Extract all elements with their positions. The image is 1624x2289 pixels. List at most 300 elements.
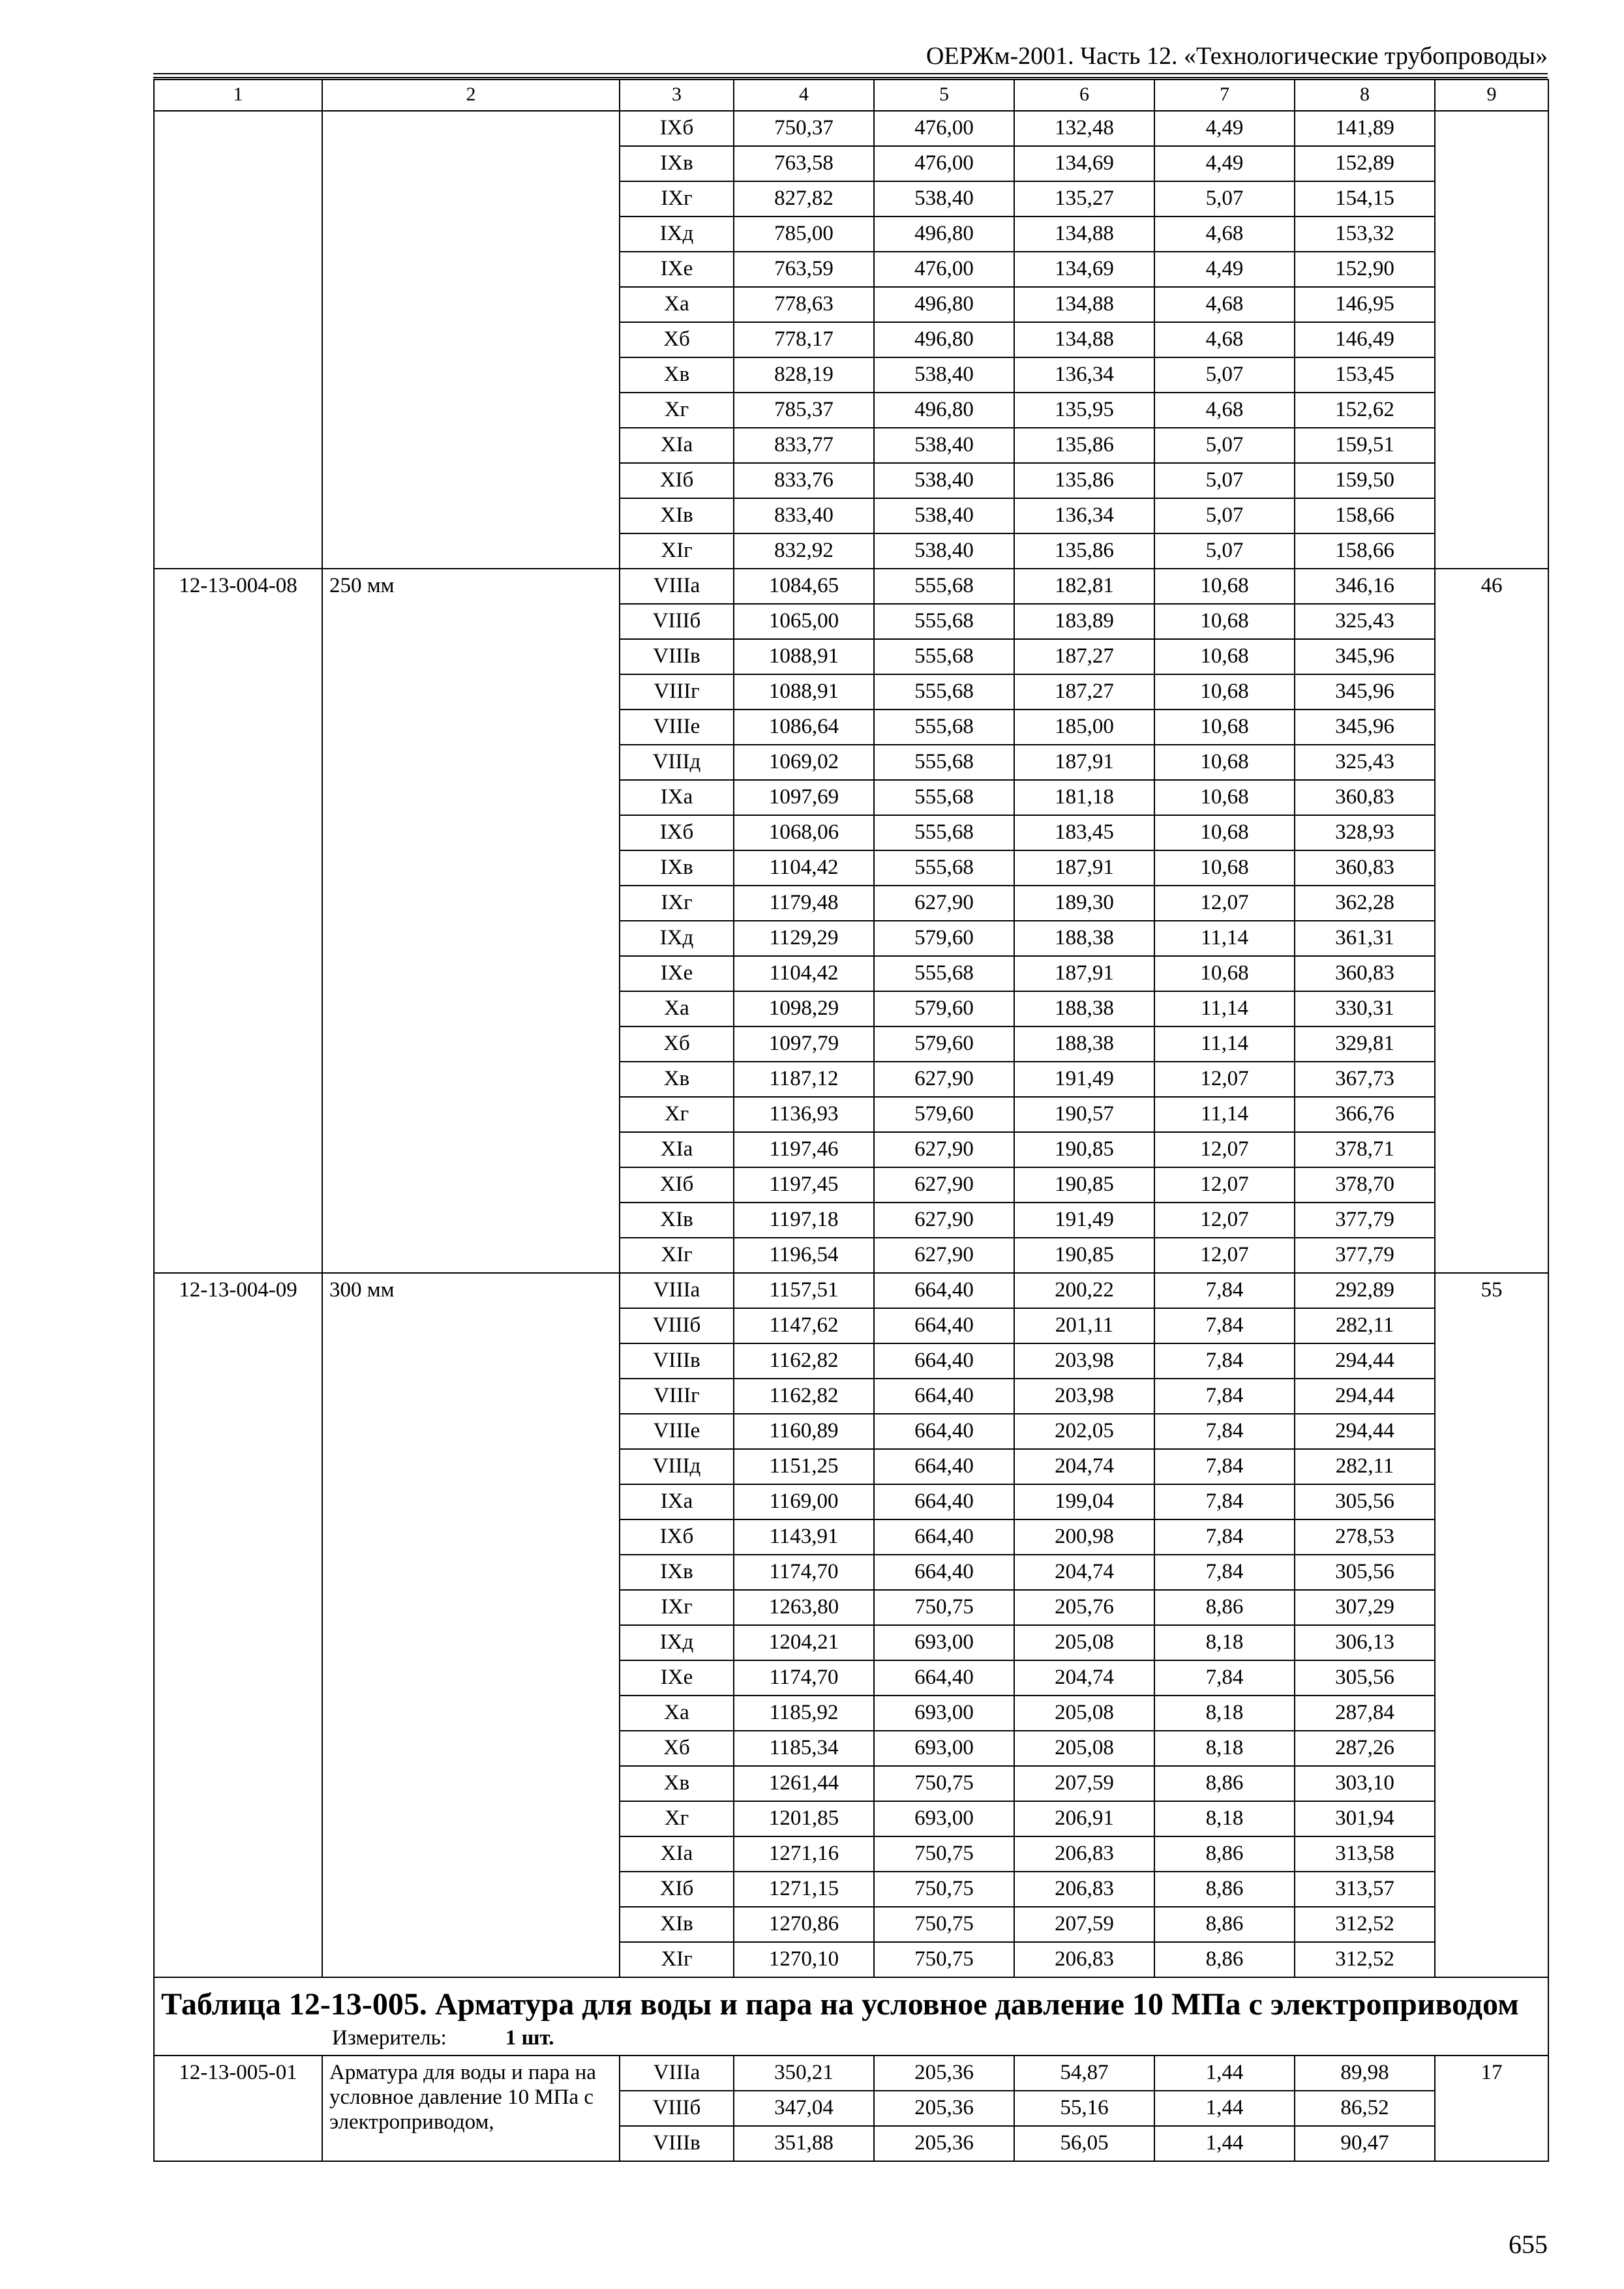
table-cell: 1204,21 [734,1625,874,1660]
table-cell: IXв [620,1555,734,1590]
table-cell: 345,96 [1295,710,1435,745]
table-row [154,2056,1548,2091]
table-cell: 328,93 [1295,815,1435,850]
table-cell: 538,40 [874,498,1014,533]
table-cell: 367,73 [1295,1062,1435,1097]
column-number: 8 [1295,80,1435,111]
table-cell: 1068,06 [734,815,874,850]
table-cell: 1185,92 [734,1696,874,1731]
table-cell: IXб [620,815,734,850]
table-cell: Xб [620,1026,734,1062]
table-cell: 135,27 [1014,181,1154,217]
table-cell: 377,79 [1295,1203,1435,1238]
table-cell: 294,44 [1295,1343,1435,1379]
table-cell: 664,40 [874,1484,1014,1519]
table-cell: 294,44 [1295,1414,1435,1449]
table-cell: 664,40 [874,1273,1014,1308]
table-cell: VIIIб [620,2091,734,2126]
table-cell: 312,52 [1295,1907,1435,1942]
table-cell: 10,68 [1154,674,1295,710]
weight-value: 17 [1435,2056,1548,2161]
table-cell: 1187,12 [734,1062,874,1097]
table-cell: 378,70 [1295,1167,1435,1203]
table-cell: 204,74 [1014,1660,1154,1696]
table-cell: 55,16 [1014,2091,1154,2126]
table-cell: 827,82 [734,181,874,217]
table-cell: 188,38 [1014,1026,1154,1062]
table-cell: XIа [620,428,734,463]
table-cell: 627,90 [874,1062,1014,1097]
table-cell: 10,68 [1154,815,1295,850]
table-cell: 833,40 [734,498,874,533]
table-cell: 12,07 [1154,1203,1295,1238]
table-cell: 134,69 [1014,252,1154,287]
table-cell: 7,84 [1154,1519,1295,1555]
table-cell: 146,95 [1295,287,1435,322]
table-cell: 10,68 [1154,780,1295,815]
table-cell: 496,80 [874,322,1014,357]
table-cell: 366,76 [1295,1097,1435,1132]
table-cell: 1,44 [1154,2126,1295,2161]
table-cell: 7,84 [1154,1414,1295,1449]
table-cell: 292,89 [1295,1273,1435,1308]
table-cell: 750,75 [874,1836,1014,1872]
table-cell: 1270,86 [734,1907,874,1942]
table-cell: 10,68 [1154,569,1295,604]
table-cell: 5,07 [1154,357,1295,393]
table-cell: 205,36 [874,2126,1014,2161]
table-cell: 330,31 [1295,991,1435,1026]
rate-code: 12-13-004-09 [154,1273,322,1977]
table-cell: 206,91 [1014,1801,1154,1836]
table-cell: 496,80 [874,393,1014,428]
table-cell: 153,32 [1295,217,1435,252]
table-cell: 181,18 [1014,780,1154,815]
table-cell: 152,62 [1295,393,1435,428]
table-cell: 1179,48 [734,886,874,921]
column-number: 2 [322,80,620,111]
table-cell: 187,27 [1014,674,1154,710]
table-cell: 152,90 [1295,252,1435,287]
table-cell: 134,88 [1014,217,1154,252]
table-cell: 555,68 [874,850,1014,886]
column-number: 4 [734,80,874,111]
table-cell: 750,75 [874,1872,1014,1907]
table-cell: IXд [620,217,734,252]
table-cell: 1174,70 [734,1555,874,1590]
table-cell: 159,51 [1295,428,1435,463]
table-cell: 4,49 [1154,111,1295,146]
table-cell: 8,86 [1154,1590,1295,1625]
table-cell: 8,18 [1154,1731,1295,1766]
table-row [154,1273,1548,1308]
column-number: 1 [154,80,322,111]
table-cell: IXд [620,921,734,956]
table-cell: XIг [620,1238,734,1273]
table-cell: 1147,62 [734,1308,874,1343]
table-title-row [154,1977,1548,2056]
table-cell: 190,85 [1014,1167,1154,1203]
table-cell: 312,52 [1295,1942,1435,1977]
table-cell: 351,88 [734,2126,874,2161]
table-cell: 287,26 [1295,1731,1435,1766]
page-header: ОЕРЖм-2001. Часть 12. «Технологические трубопроводы» [925,42,1548,70]
table-cell: 4,68 [1154,287,1295,322]
table-cell: 579,60 [874,1026,1014,1062]
table-cell: 187,91 [1014,850,1154,886]
table-cell: IXд [620,1625,734,1660]
table-cell: 205,08 [1014,1625,1154,1660]
table-cell: 190,85 [1014,1132,1154,1167]
table-cell: 5,07 [1154,428,1295,463]
column-number: 9 [1435,80,1548,111]
table-cell: 54,87 [1014,2056,1154,2091]
column-number: 7 [1154,80,1295,111]
table-cell: 200,98 [1014,1519,1154,1555]
table-cell: 204,74 [1014,1449,1154,1484]
measure-label: Измеритель: [332,2026,447,2050]
rates-table [153,79,1549,2162]
table-cell: 135,86 [1014,533,1154,569]
table-cell: XIв [620,1907,734,1942]
table-cell: 538,40 [874,463,1014,498]
table-cell: 360,83 [1295,780,1435,815]
table-cell: 294,44 [1295,1379,1435,1414]
table-cell: 1169,00 [734,1484,874,1519]
table-cell: 303,10 [1295,1766,1435,1801]
table-cell: 1201,85 [734,1801,874,1836]
table-cell: 8,18 [1154,1801,1295,1836]
table-cell: VIIIе [620,1414,734,1449]
table-cell: 206,83 [1014,1836,1154,1872]
table-cell: 10,68 [1154,745,1295,780]
table-cell: 205,36 [874,2091,1014,2126]
table-cell: 664,40 [874,1660,1014,1696]
table-cell: 1136,93 [734,1097,874,1132]
table-cell: 12,07 [1154,1238,1295,1273]
table-cell: 350,21 [734,2056,874,2091]
table-cell: 496,80 [874,287,1014,322]
table-cell: 1104,42 [734,956,874,991]
table-cell: 555,68 [874,780,1014,815]
table-cell: 135,95 [1014,393,1154,428]
table-cell: 750,37 [734,111,874,146]
table-cell: 305,56 [1295,1660,1435,1696]
table-cell: 345,96 [1295,674,1435,710]
table-cell: 1088,91 [734,674,874,710]
table-cell: 555,68 [874,569,1014,604]
table-cell: 476,00 [874,111,1014,146]
table-cell: 664,40 [874,1343,1014,1379]
table-cell: 1197,18 [734,1203,874,1238]
table-cell: VIIIе [620,710,734,745]
table-cell: 207,59 [1014,1907,1154,1942]
table-cell: 664,40 [874,1414,1014,1449]
table-cell: 664,40 [874,1379,1014,1414]
table-cell: 538,40 [874,533,1014,569]
table-cell: 190,57 [1014,1097,1154,1132]
table-cell: 182,81 [1014,569,1154,604]
table-cell: XIб [620,1872,734,1907]
table-cell: 7,84 [1154,1449,1295,1484]
column-number: 6 [1014,80,1154,111]
table-cell: 664,40 [874,1555,1014,1590]
table-cell: 750,75 [874,1942,1014,1977]
table-cell: 7,84 [1154,1379,1295,1414]
table-cell: 10,68 [1154,956,1295,991]
rate-name: 250 мм [322,569,620,1273]
table-cell: 360,83 [1295,956,1435,991]
table-cell: 378,71 [1295,1132,1435,1167]
table-cell: 205,76 [1014,1590,1154,1625]
table-cell: 1270,10 [734,1942,874,1977]
table-cell: 750,75 [874,1590,1014,1625]
table-cell: 201,11 [1014,1308,1154,1343]
table-cell: 555,68 [874,956,1014,991]
table-cell: 579,60 [874,991,1014,1026]
table-cell: 664,40 [874,1308,1014,1343]
table-cell: 538,40 [874,181,1014,217]
header-rule [153,73,1548,74]
table-cell: 8,18 [1154,1625,1295,1660]
table-row [154,569,1548,604]
table-cell: 7,84 [1154,1308,1295,1343]
table-cell: IXе [620,956,734,991]
table-cell: 185,00 [1014,710,1154,745]
table-cell: 206,83 [1014,1942,1154,1977]
table-cell: 329,81 [1295,1026,1435,1062]
table-cell: 305,56 [1295,1555,1435,1590]
table-cell: Xг [620,1097,734,1132]
table-cell: 12,07 [1154,1062,1295,1097]
table-cell: 191,49 [1014,1062,1154,1097]
table-cell: 778,17 [734,322,874,357]
table-cell: 158,66 [1295,533,1435,569]
table-cell: 8,86 [1154,1942,1295,1977]
table-cell: 4,68 [1154,322,1295,357]
page-number: 655 [1509,2230,1548,2259]
table-cell: 4,68 [1154,393,1295,428]
table-cell: 11,14 [1154,921,1295,956]
table-cell: 778,63 [734,287,874,322]
measure-unit: 1 шт. [505,2026,554,2050]
table-cell: IXа [620,780,734,815]
table-cell: 1271,15 [734,1872,874,1907]
weight-value [1435,111,1548,569]
table-cell: 8,18 [1154,1696,1295,1731]
table-cell: 833,77 [734,428,874,463]
table-cell: 202,05 [1014,1414,1154,1449]
table-cell: IXб [620,111,734,146]
table-cell: 8,86 [1154,1766,1295,1801]
table-cell: 555,68 [874,674,1014,710]
table-cell: XIг [620,533,734,569]
table-cell: Xв [620,357,734,393]
table-cell: 693,00 [874,1801,1014,1836]
table-cell: 205,08 [1014,1696,1154,1731]
table-cell: 555,68 [874,604,1014,639]
table-cell: VIIIг [620,1379,734,1414]
table-cell: 1104,42 [734,850,874,886]
table-cell: 11,14 [1154,991,1295,1026]
table-cell: 12,07 [1154,886,1295,921]
table-cell: 1185,34 [734,1731,874,1766]
table-cell: 8,86 [1154,1872,1295,1907]
table-cell: 134,88 [1014,287,1154,322]
table-cell: 205,08 [1014,1731,1154,1766]
measure-line [161,2024,1541,2055]
table-cell: 763,59 [734,252,874,287]
table-cell: 152,89 [1295,146,1435,181]
table-cell: 555,68 [874,710,1014,745]
table-cell: 307,29 [1295,1590,1435,1625]
table-cell: 1,44 [1154,2056,1295,2091]
table-cell: Xа [620,287,734,322]
table-cell: 136,34 [1014,357,1154,393]
table-cell: 8,86 [1154,1836,1295,1872]
table-cell: 305,56 [1295,1484,1435,1519]
table-cell: 188,38 [1014,921,1154,956]
table-cell: 555,68 [874,639,1014,674]
table-cell: 205,36 [874,2056,1014,2091]
table-cell: XIа [620,1836,734,1872]
table-cell: 1,44 [1154,2091,1295,2126]
table-cell: 1174,70 [734,1660,874,1696]
table-cell: 135,86 [1014,428,1154,463]
table-cell: 159,50 [1295,463,1435,498]
table-cell: 627,90 [874,886,1014,921]
table-cell: 206,83 [1014,1872,1154,1907]
table-cell: XIа [620,1132,734,1167]
table-cell: VIIIд [620,745,734,780]
table-cell: VIIIг [620,674,734,710]
table-cell: 833,76 [734,463,874,498]
table-cell: 4,49 [1154,146,1295,181]
table-cell: IXг [620,1590,734,1625]
table-cell: 188,38 [1014,991,1154,1026]
table-cell: 325,43 [1295,604,1435,639]
table-cell: 1160,89 [734,1414,874,1449]
table-cell: 282,11 [1295,1308,1435,1343]
table-cell: VIIIд [620,1449,734,1484]
rate-name: Арматура для воды и пара на условное давление 10 МПа с электроприводом, [322,2056,620,2161]
table-cell: 7,84 [1154,1555,1295,1590]
table-cell: 89,98 [1295,2056,1435,2091]
table-cell: 134,69 [1014,146,1154,181]
table-cell: 313,58 [1295,1836,1435,1872]
table-cell: 347,04 [734,2091,874,2126]
table-cell: Xв [620,1766,734,1801]
table-cell: 11,14 [1154,1026,1295,1062]
table-cell: 750,75 [874,1766,1014,1801]
table-cell: 1098,29 [734,991,874,1026]
table-cell: 90,47 [1295,2126,1435,2161]
table-cell: 1097,79 [734,1026,874,1062]
table-cell: 1151,25 [734,1449,874,1484]
rate-code [154,111,322,569]
table-cell: IXа [620,1484,734,1519]
table-cell: 12,07 [1154,1132,1295,1167]
table-cell: 8,86 [1154,1907,1295,1942]
table-cell: 832,92 [734,533,874,569]
table-cell: 750,75 [874,1907,1014,1942]
table-cell: 693,00 [874,1696,1014,1731]
table-cell: 207,59 [1014,1766,1154,1801]
table-cell: 1129,29 [734,921,874,956]
table-cell: 1086,64 [734,710,874,745]
table-cell: 86,52 [1295,2091,1435,2126]
table-cell: 538,40 [874,428,1014,463]
table-cell: Xг [620,393,734,428]
table-cell: 191,49 [1014,1203,1154,1238]
table-cell: 1084,65 [734,569,874,604]
table-cell: 187,91 [1014,745,1154,780]
table-cell: VIIIб [620,1308,734,1343]
table-cell: 7,84 [1154,1343,1295,1379]
table-cell: 785,00 [734,217,874,252]
table-cell: 1065,00 [734,604,874,639]
table-cell: 306,13 [1295,1625,1435,1660]
table-cell: Xг [620,1801,734,1836]
table-cell: 627,90 [874,1203,1014,1238]
table-title-cell [154,1977,1548,2056]
table-cell: 785,37 [734,393,874,428]
table-cell: 189,30 [1014,886,1154,921]
table-cell: 136,34 [1014,498,1154,533]
table-cell: XIб [620,1167,734,1203]
table-cell: 7,84 [1154,1484,1295,1519]
table-cell: 377,79 [1295,1238,1435,1273]
table-cell: IXб [620,1519,734,1555]
table-cell: 1162,82 [734,1379,874,1414]
table-cell: 200,22 [1014,1273,1154,1308]
table-cell: 1261,44 [734,1766,874,1801]
table-cell: VIIIа [620,569,734,604]
table-row [154,111,1548,146]
table-cell: 11,14 [1154,1097,1295,1132]
table-cell: 1069,02 [734,745,874,780]
table-cell: 287,84 [1295,1696,1435,1731]
table-cell: 361,31 [1295,921,1435,956]
table-cell: 10,68 [1154,710,1295,745]
table-cell: 627,90 [874,1132,1014,1167]
table-cell: 12,07 [1154,1167,1295,1203]
table-cell: 362,28 [1295,886,1435,921]
table-cell: XIв [620,498,734,533]
table-cell: 278,53 [1295,1519,1435,1555]
table-cell: 153,45 [1295,357,1435,393]
rate-code: 12-13-005-01 [154,2056,322,2161]
table-cell: 187,91 [1014,956,1154,991]
table-cell: 664,40 [874,1449,1014,1484]
table-cell: 627,90 [874,1238,1014,1273]
column-number: 3 [620,80,734,111]
table-cell: 693,00 [874,1625,1014,1660]
rate-name: 300 мм [322,1273,620,1977]
header-rule-double [153,77,1548,78]
table-cell: 5,07 [1154,533,1295,569]
table-cell: 56,05 [1014,2126,1154,2161]
table-cell: 190,85 [1014,1238,1154,1273]
table-cell: XIб [620,463,734,498]
table-cell: 135,86 [1014,463,1154,498]
table-cell: 313,57 [1295,1872,1435,1907]
table-cell: 1271,16 [734,1836,874,1872]
rate-code: 12-13-004-08 [154,569,322,1273]
table-cell: 5,07 [1154,498,1295,533]
table-cell: 1088,91 [734,639,874,674]
weight-value: 55 [1435,1273,1548,1977]
